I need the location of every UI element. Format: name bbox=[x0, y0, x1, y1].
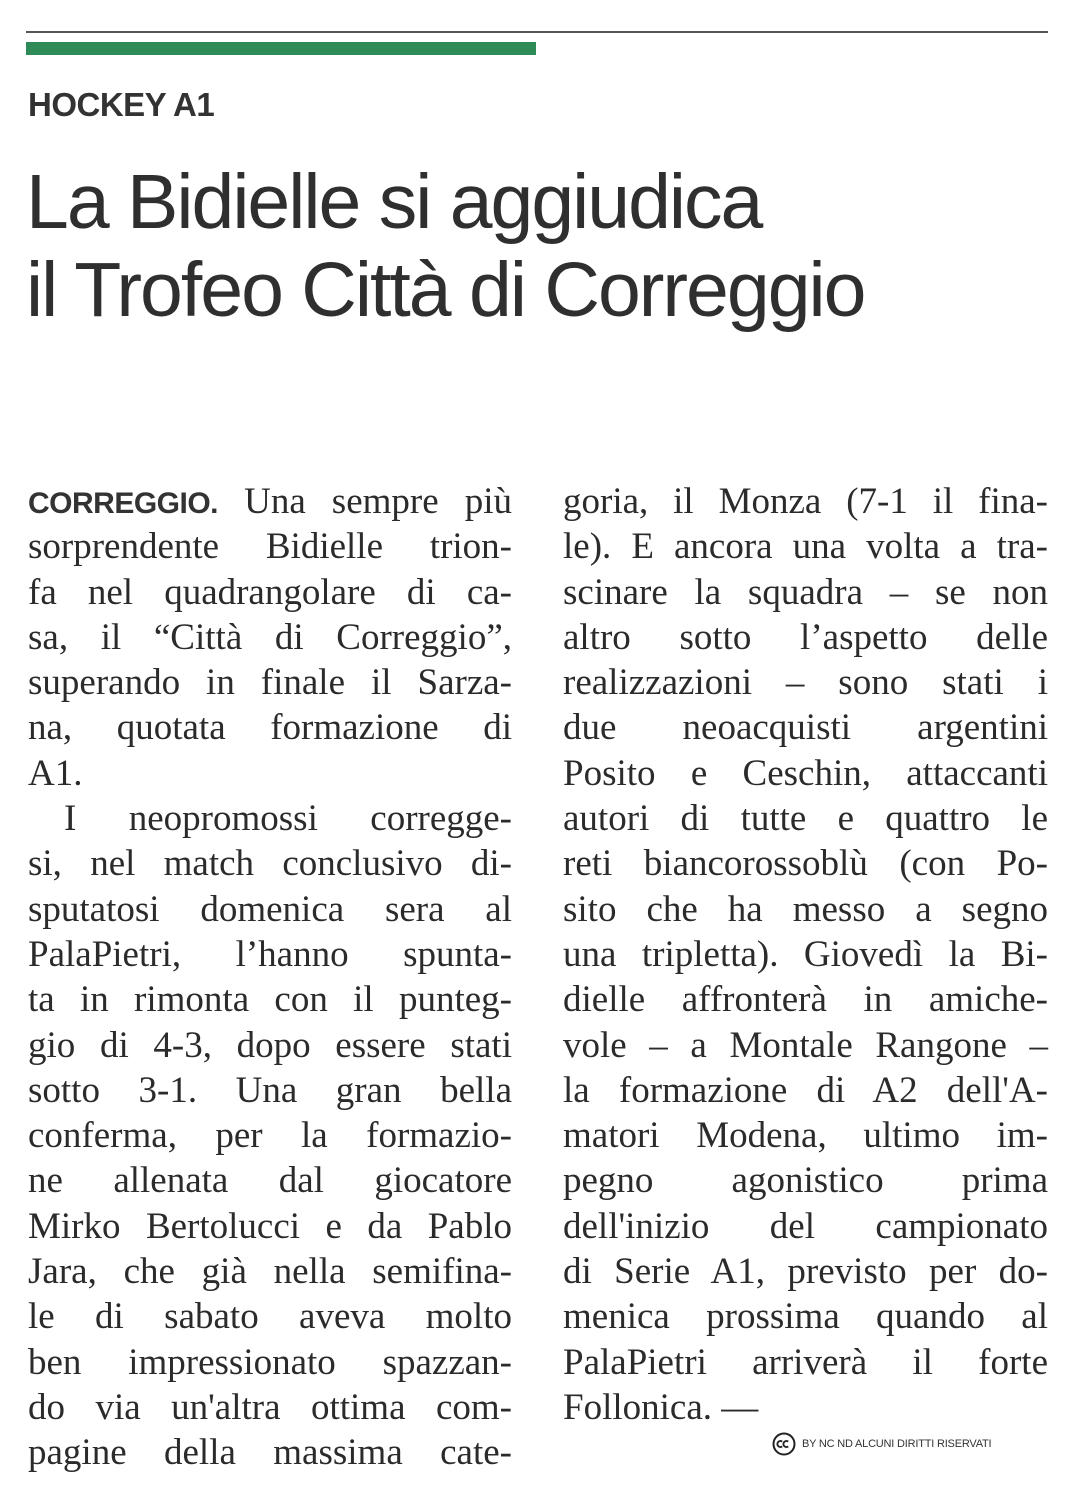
article-column-1 bbox=[28, 479, 512, 1476]
dateline: CORREGGIO. bbox=[28, 487, 219, 520]
body-line: Posito e Ceschin, attaccanti bbox=[563, 752, 1048, 794]
body-line: vole – a Montale Rangone – bbox=[563, 1024, 1048, 1066]
body-line: PalaPietri, l’hanno spunta- bbox=[28, 933, 512, 975]
body-line: menica prossima quando al bbox=[563, 1296, 1048, 1338]
body-line: Follonica. — bbox=[563, 1386, 759, 1428]
body-line: due neoacquisti argentini bbox=[563, 707, 1048, 749]
body-line: ne allenata dal giocatore bbox=[28, 1160, 512, 1202]
article-column-2 bbox=[563, 479, 1048, 1430]
body-line: gio di 4-3, dopo essere stati bbox=[28, 1024, 512, 1066]
body-line: Mirko Bertolucci e da Pablo bbox=[28, 1205, 512, 1247]
headline-line-2: il Trofeo Città di Correggio bbox=[26, 247, 865, 333]
body-line: dell'inizio del campionato bbox=[563, 1205, 1048, 1247]
body-line: PalaPietri arriverà il forte bbox=[563, 1341, 1048, 1383]
body-line: di Serie A1, previsto per do- bbox=[563, 1251, 1048, 1293]
section-color-bar bbox=[26, 42, 536, 55]
body-line: sito che ha messo a segno bbox=[563, 888, 1048, 930]
creative-commons-icon bbox=[772, 1432, 796, 1456]
license-text: BY NC ND ALCUNI DIRITTI RISERVATI bbox=[802, 1438, 992, 1450]
body-line: dielle affronterà in amiche- bbox=[563, 979, 1048, 1021]
body-line: A1. bbox=[28, 752, 83, 794]
body-line: ben impressionato spazzan- bbox=[28, 1341, 512, 1383]
body-line: pagine della massima cate- bbox=[28, 1432, 512, 1474]
body-line: sotto 3-1. Una gran bella bbox=[28, 1069, 512, 1111]
headline bbox=[26, 158, 1066, 334]
body-line: Jara, che già nella semifina- bbox=[28, 1251, 512, 1293]
body-line: scinare la squadra – se non bbox=[563, 571, 1048, 613]
body-line: conferma, per la formazio- bbox=[28, 1115, 512, 1157]
body-line: pegno agonistico prima bbox=[563, 1160, 1048, 1202]
body-line: na, quotata formazione di bbox=[28, 707, 512, 749]
headline-line-1: La Bidielle si aggiudica bbox=[26, 159, 762, 245]
body-line: sputatosi domenica sera al bbox=[28, 888, 512, 930]
body-line: sa, il “Città di Correggio”, bbox=[28, 616, 512, 658]
body-line: fa nel quadrangolare di ca- bbox=[28, 571, 512, 613]
body-line: matori Modena, ultimo im- bbox=[563, 1115, 1048, 1157]
section-kicker: HOCKEY A1 bbox=[28, 86, 215, 123]
body-line: le). E ancora una volta a tra- bbox=[563, 526, 1048, 568]
body-line: sorprendente Bidielle trion- bbox=[28, 526, 512, 568]
license-footer bbox=[772, 1432, 991, 1456]
body-line: do via un'altra ottima com- bbox=[28, 1386, 512, 1428]
body-line: le di sabato aveva molto bbox=[28, 1296, 512, 1338]
body-line: I neopromossi corregge- bbox=[64, 798, 512, 840]
body-line: goria, il Monza (7-1 il fina- bbox=[563, 481, 1048, 522]
body-line: CORREGGIO. Una sempre più bbox=[28, 481, 512, 522]
body-line: la formazione di A2 dell'A- bbox=[563, 1069, 1048, 1111]
body-line: una tripletta). Giovedì la Bi- bbox=[563, 933, 1048, 975]
body-line: superando in finale il Sarza- bbox=[28, 662, 512, 704]
body-line: altro sotto l’aspetto delle bbox=[563, 616, 1048, 658]
body-line: ta in rimonta con il punteg- bbox=[28, 979, 512, 1021]
top-rule bbox=[26, 31, 1048, 33]
body-line: reti biancorossoblù (con Po- bbox=[563, 843, 1048, 885]
body-line: si, nel match conclusivo di- bbox=[28, 843, 512, 885]
body-line: realizzazioni – sono stati i bbox=[563, 662, 1048, 704]
body-line: autori di tutte e quattro le bbox=[563, 798, 1048, 840]
